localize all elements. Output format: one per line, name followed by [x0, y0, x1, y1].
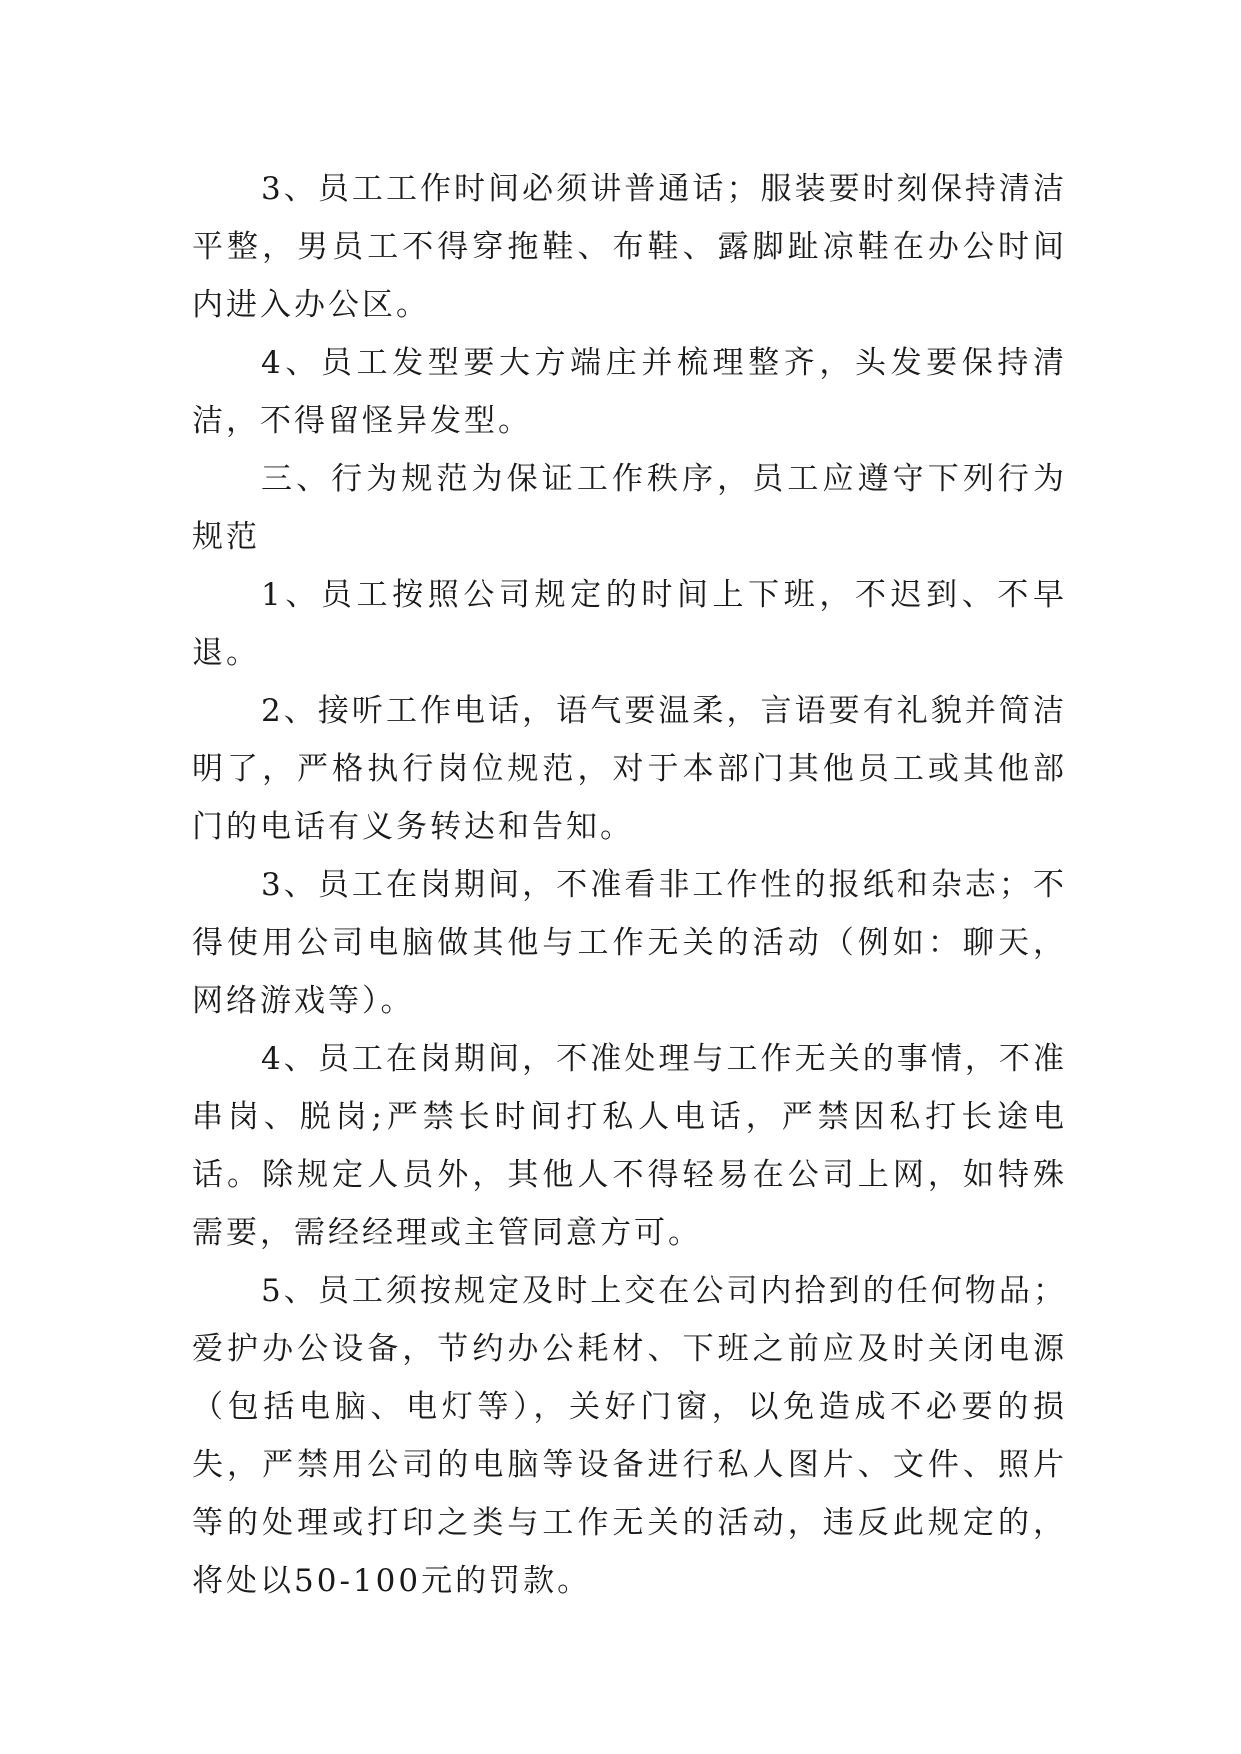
- paragraph-no-unrelated-reading: 3、员工在岗期间，不准看非工作性的报纸和杂志；不得使用公司电脑做其他与工作无关的活动（例如：聊天，网络游戏等）。: [192, 867, 1067, 1019]
- paragraph-work-hours: 1、员工按照公司规定的时间上下班，不迟到、不早退。: [192, 577, 1067, 671]
- paragraph-no-personal-matters: 4、员工在岗期间，不准处理与工作无关的事情，不准串岗、脱岗;严禁长时间打私人电话，严禁因私打长途电话。除规定人员外，其他人不得轻易在公司上网，如特殊需要，需经经理或主管同意方可。: [192, 1041, 1067, 1251]
- section-heading-conduct: 三、行为规范为保证工作秩序，员工应遵守下列行为规范: [192, 461, 1067, 555]
- paragraph-property-and-equipment: 5、员工须按规定及时上交在公司内拾到的任何物品；爱护办公设备，节约办公耗材、下班之前应及时关闭电源（包括电脑、电灯等），关好门窗，以免造成不必要的损失，严禁用公司的电脑等设备进行私人图片、文件、照片等的处理或打印之类与工作无关的活动，违反此规定的，将处以50-100元的罚款。: [192, 1273, 1067, 1599]
- document-body: [192, 160, 1067, 1610]
- paragraph-hairstyle: 4、员工发型要大方端庄并梳理整齐，头发要保持清洁，不得留怪异发型。: [192, 345, 1067, 439]
- paragraph-dress-code: 3、员工工作时间必须讲普通话；服装要时刻保持清洁平整，男员工不得穿拖鞋、布鞋、露脚趾凉鞋在办公时间内进入办公区。: [192, 171, 1067, 323]
- paragraph-phone-etiquette: 2、接听工作电话，语气要温柔，言语要有礼貌并简洁明了，严格执行岗位规范，对于本部门其他员工或其他部门的电话有义务转达和告知。: [192, 693, 1067, 845]
